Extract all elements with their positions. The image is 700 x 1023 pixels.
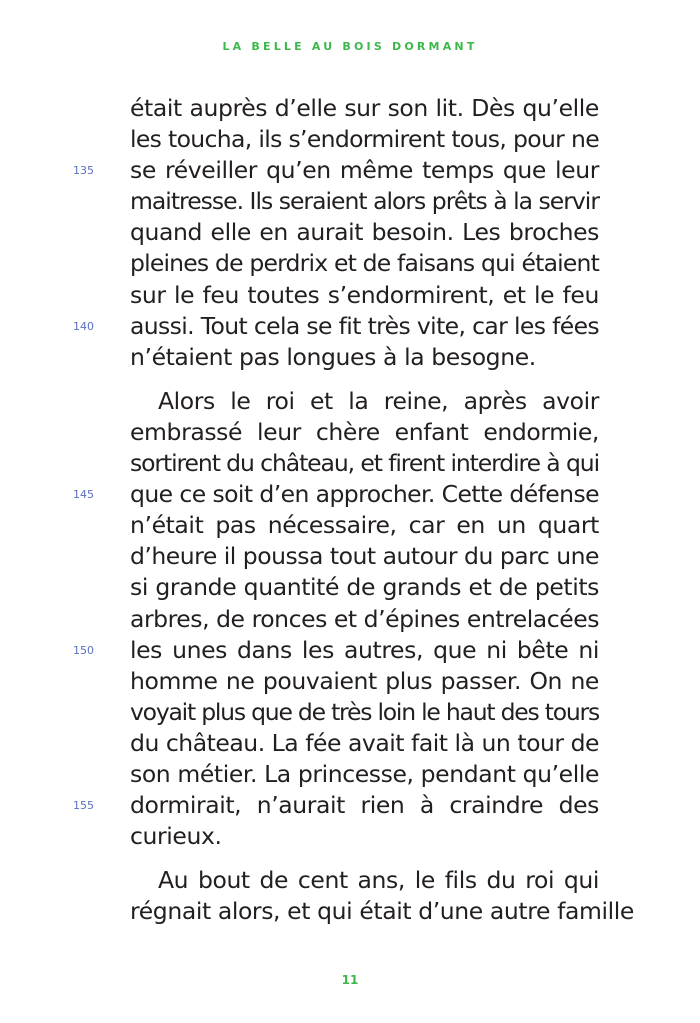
line-text: que ce soit d’en approcher. Cette défense	[130, 480, 599, 509]
line-text: curieux.	[130, 822, 222, 851]
line-text: du château. La fée avait fait là un tour de	[130, 728, 599, 757]
line-text: était auprès d’elle sur son lit. Dès qu’elle	[130, 94, 599, 122]
line-text: régnait alors, et qui était d’une autre famille	[130, 897, 634, 926]
line-text: maitresse. Ils seraient alors prêts à la servir	[130, 187, 599, 216]
text-line	[130, 865, 599, 896]
line-text: les unes dans les autres, que ni bête ni	[130, 635, 599, 664]
paragraph	[130, 865, 634, 927]
text-line	[130, 572, 599, 603]
text-line	[130, 186, 599, 217]
text-line	[73, 479, 599, 510]
line-text: embrassé leur chère enfant endormie,	[130, 417, 599, 446]
text-line	[130, 386, 599, 417]
line-text: dormirait, n’aurait rien à craindre des	[130, 791, 599, 820]
line-text: pleines de perdrix et de faisans qui étaient	[130, 249, 599, 278]
text-line	[73, 155, 599, 186]
text-line	[73, 635, 599, 666]
line-text: aussi. Tout cela se fit très vite, car les fées	[130, 311, 599, 340]
body-text	[73, 93, 634, 927]
text-line	[130, 248, 599, 279]
line-text: n’était pas nécessaire, car en un quart	[130, 511, 599, 540]
text-line	[130, 510, 599, 541]
text-line	[130, 697, 599, 728]
text-line	[130, 759, 599, 790]
text-line	[130, 217, 599, 248]
line-text: n’étaient pas longues à la besogne.	[130, 342, 536, 371]
line-text: Alors le roi et la reine, après avoir	[158, 386, 599, 415]
line-number: 135	[73, 164, 94, 178]
text-line	[130, 541, 599, 572]
line-text: si grande quantité de grands et de petits	[130, 573, 599, 602]
line-text: homme ne pouvaient plus passer. On ne	[130, 666, 599, 695]
line-text: son métier. La princesse, pendant qu’elle	[130, 759, 599, 788]
running-title: LA BELLE AU BOIS DORMANT	[222, 40, 478, 53]
text-line	[130, 821, 599, 852]
paragraph	[73, 93, 599, 373]
line-text: quand elle en aurait besoin. Les broches	[130, 218, 599, 247]
text-line	[130, 342, 599, 373]
text-line	[130, 448, 599, 479]
line-text: se réveiller qu’en même temps que leur	[130, 156, 599, 185]
text-line	[130, 728, 599, 759]
paragraph-gap	[130, 852, 599, 865]
page-number: 11	[341, 973, 359, 987]
paragraph-gap	[130, 373, 599, 386]
text-line	[73, 311, 599, 342]
text-line	[130, 93, 599, 124]
text-line	[130, 417, 599, 448]
text-line	[130, 604, 599, 635]
line-number: 140	[73, 319, 94, 333]
text-line	[130, 666, 599, 697]
line-text: les toucha, ils s’endormirent tous, pour ne	[130, 125, 599, 154]
paragraph	[73, 386, 599, 852]
line-text: Au bout de cent ans, le fils du roi qui	[158, 866, 599, 895]
line-text: sortirent du château, et firent interdire à qui	[130, 449, 599, 478]
line-number: 155	[73, 799, 94, 813]
line-text: sur le feu toutes s’endormirent, et le feu	[130, 280, 599, 309]
text-line	[73, 790, 599, 821]
text-line	[130, 896, 634, 927]
line-text: arbres, de ronces et d’épines entrelacées	[130, 604, 599, 633]
line-number: 150	[73, 643, 94, 657]
text-line	[130, 124, 599, 155]
line-number: 145	[73, 488, 94, 502]
text-line	[130, 280, 599, 311]
line-text: d’heure il poussa tout autour du parc une	[130, 542, 599, 571]
line-text: voyait plus que de très loin le haut des tours	[130, 697, 599, 726]
